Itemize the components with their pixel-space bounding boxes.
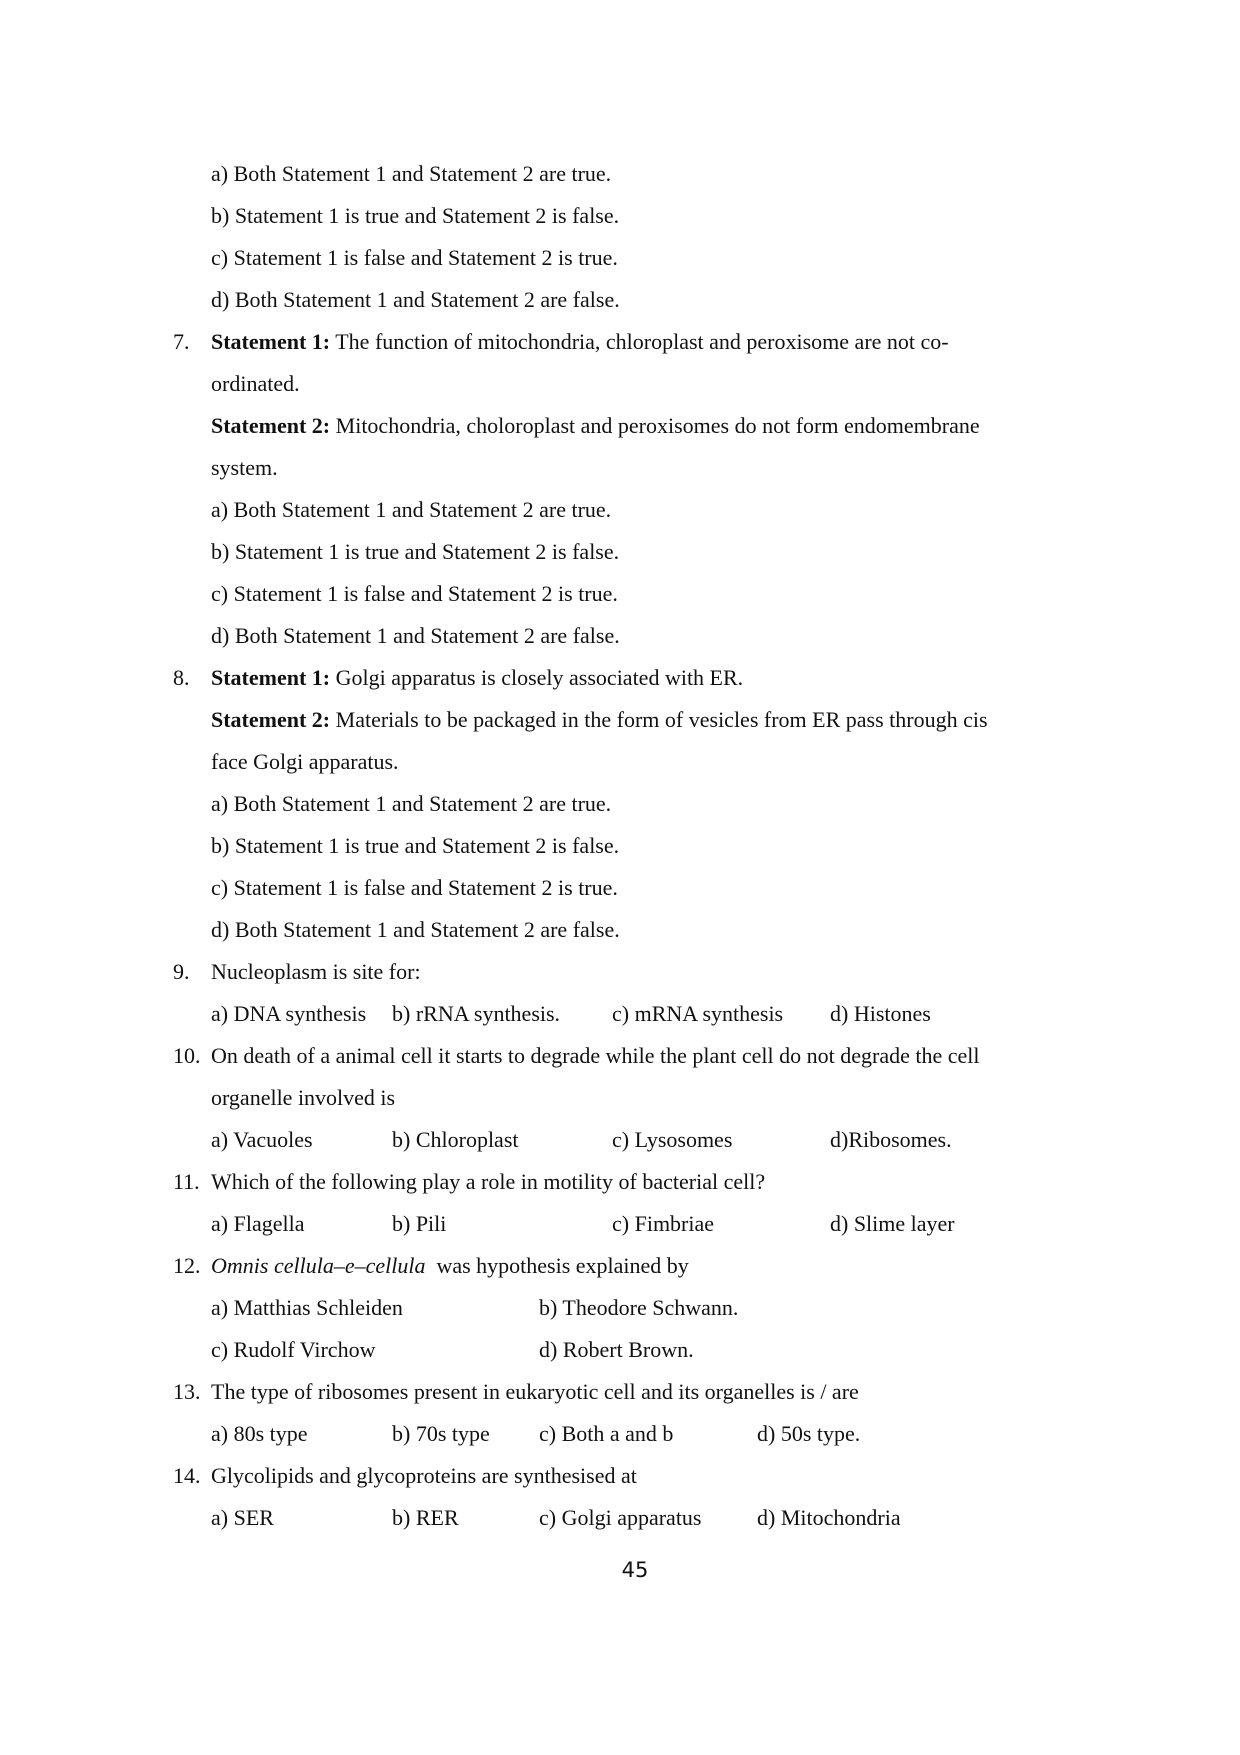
q10-number: 10. bbox=[173, 1043, 201, 1068]
q14-question: Glycolipids and glycoproteins are synthesised at bbox=[211, 1463, 637, 1488]
q10-option-a: a) Vacuoles bbox=[211, 1127, 313, 1152]
q12-option-d: d) Robert Brown. bbox=[539, 1337, 694, 1362]
q10-option-c: c) Lysosomes bbox=[612, 1127, 733, 1152]
q11-question: Which of the following play a role in motility of bacterial cell? bbox=[211, 1169, 766, 1194]
q12-option-c: c) Rudolf Virchow bbox=[211, 1337, 376, 1362]
q7-s2-continuation: system. bbox=[211, 455, 278, 480]
q6-option-d: d) Both Statement 1 and Statement 2 are false. bbox=[211, 287, 620, 312]
q13-question: The type of ribosomes present in eukaryotic cell and its organelles is / are bbox=[211, 1379, 859, 1404]
q6-option-c: c) Statement 1 is false and Statement 2 is true. bbox=[211, 245, 618, 270]
q14-option-c: c) Golgi apparatus bbox=[539, 1505, 702, 1530]
q11-option-a: a) Flagella bbox=[211, 1211, 305, 1236]
q7-option-b: b) Statement 1 is true and Statement 2 is false. bbox=[211, 539, 620, 564]
q11-option-d: d) Slime layer bbox=[830, 1211, 955, 1236]
q7-s2-label: Statement 2: bbox=[211, 413, 331, 438]
q13-option-d: d) 50s type. bbox=[757, 1421, 861, 1446]
q14-option-b: b) RER bbox=[392, 1505, 459, 1530]
q9-number: 9. bbox=[173, 959, 190, 984]
q12-option-a: a) Matthias Schleiden bbox=[211, 1295, 403, 1320]
q9-question: Nucleoplasm is site for: bbox=[211, 959, 421, 984]
q12-question bbox=[211, 1251, 689, 1281]
q8-option-c: c) Statement 1 is false and Statement 2 is true. bbox=[211, 875, 618, 900]
q7-s1-text: The function of mitochondria, chloroplast and peroxisome are not co- bbox=[330, 329, 949, 354]
q8-s2-continuation: face Golgi apparatus. bbox=[211, 749, 399, 774]
q13-number: 13. bbox=[173, 1379, 201, 1404]
q8-option-a: a) Both Statement 1 and Statement 2 are true. bbox=[211, 791, 612, 816]
q8-s1-text: Golgi apparatus is closely associated with ER. bbox=[330, 665, 744, 690]
q13-option-c: c) Both a and b bbox=[539, 1421, 674, 1446]
q7-option-d: d) Both Statement 1 and Statement 2 are false. bbox=[211, 623, 620, 648]
q7-statement2 bbox=[211, 411, 980, 441]
q14-number: 14. bbox=[173, 1463, 201, 1488]
q6-option-a: a) Both Statement 1 and Statement 2 are true. bbox=[211, 161, 612, 186]
q7-option-c: c) Statement 1 is false and Statement 2 is true. bbox=[211, 581, 618, 606]
q7-s1-label: Statement 1: bbox=[211, 329, 331, 354]
q10-option-b: b) Chloroplast bbox=[392, 1127, 519, 1152]
q9-option-d: d) Histones bbox=[830, 1001, 931, 1026]
q7-s1-continuation: ordinated. bbox=[211, 371, 300, 396]
q11-number: 11. bbox=[173, 1169, 200, 1194]
q11-option-b: b) Pili bbox=[392, 1211, 447, 1236]
q10-question-continuation: organelle involved is bbox=[211, 1085, 396, 1110]
q8-statement1 bbox=[211, 663, 743, 693]
q10-question: On death of a animal cell it starts to degrade while the plant cell do not degrade the cell bbox=[211, 1043, 980, 1068]
q7-s2-text: Mitochondria, choloroplast and peroxisomes do not form endomembrane bbox=[330, 413, 980, 438]
q11-option-c: c) Fimbriae bbox=[612, 1211, 715, 1236]
q6-option-b: b) Statement 1 is true and Statement 2 is false. bbox=[211, 203, 620, 228]
q8-option-b: b) Statement 1 is true and Statement 2 is false. bbox=[211, 833, 620, 858]
q7-number: 7. bbox=[173, 329, 190, 354]
q14-option-d: d) Mitochondria bbox=[757, 1505, 901, 1530]
page-number: 45 bbox=[621, 1558, 649, 1582]
q13-option-a: a) 80s type bbox=[211, 1421, 308, 1446]
q9-option-c: c) mRNA synthesis bbox=[612, 1001, 784, 1026]
q8-s2-text: Materials to be packaged in the form of vesicles from ER pass through cis bbox=[330, 707, 988, 732]
q12-option-b: b) Theodore Schwann. bbox=[539, 1295, 739, 1320]
q8-number: 8. bbox=[173, 665, 190, 690]
q12-number: 12. bbox=[173, 1253, 201, 1278]
q14-option-a: a) SER bbox=[211, 1505, 274, 1530]
q9-option-a: a) DNA synthesis bbox=[211, 1001, 367, 1026]
q9-option-b: b) rRNA synthesis. bbox=[392, 1001, 561, 1026]
q8-s1-label: Statement 1: bbox=[211, 665, 331, 690]
q8-s2-label: Statement 2: bbox=[211, 707, 331, 732]
q8-statement2 bbox=[211, 705, 988, 735]
q7-option-a: a) Both Statement 1 and Statement 2 are true. bbox=[211, 497, 612, 522]
q10-option-d: d)Ribosomes. bbox=[830, 1127, 952, 1152]
q8-option-d: d) Both Statement 1 and Statement 2 are false. bbox=[211, 917, 620, 942]
q12-question-text: was hypothesis explained by bbox=[425, 1253, 689, 1278]
q13-option-b: b) 70s type bbox=[392, 1421, 490, 1446]
q12-latin-phrase: Omnis cellula–e–cellula bbox=[211, 1253, 426, 1278]
q7-statement1 bbox=[211, 327, 949, 357]
